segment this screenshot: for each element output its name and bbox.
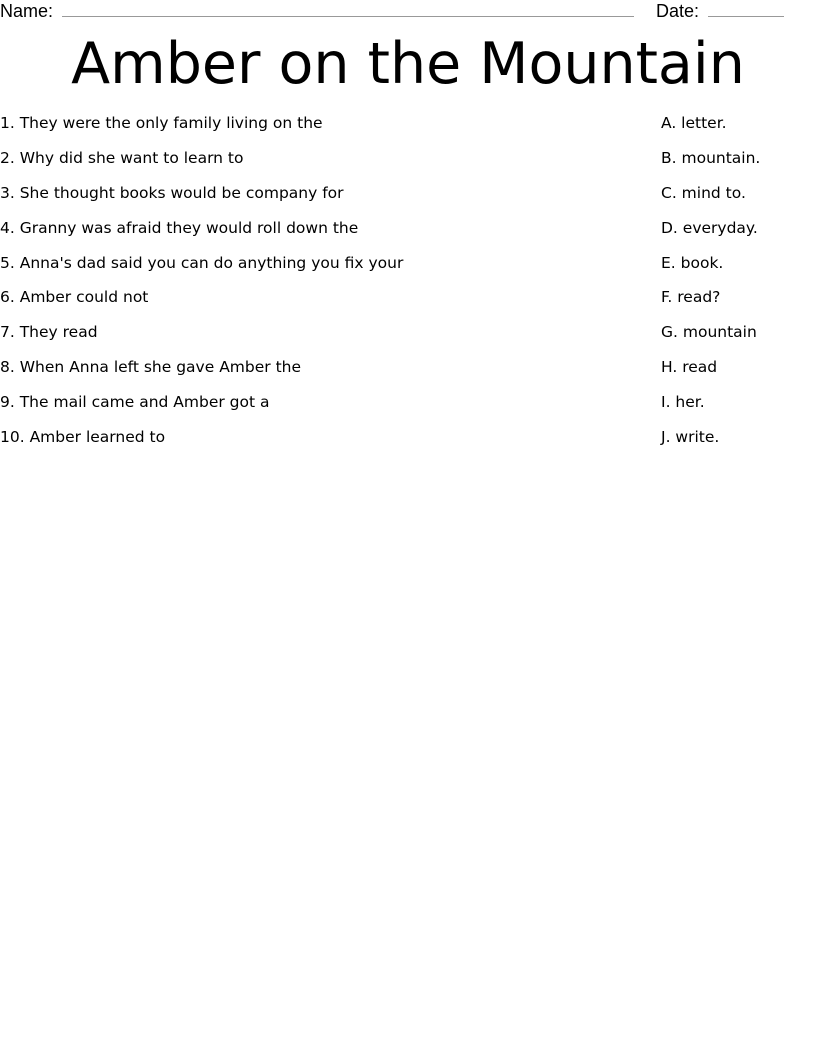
header-row xyxy=(0,0,816,24)
answer-item: A. letter. xyxy=(661,114,727,132)
answer-item: J. write. xyxy=(661,428,720,447)
question-list xyxy=(0,110,640,459)
question-item: 8. When Anna left she gave Amber the xyxy=(0,358,302,377)
answer-list xyxy=(661,110,811,459)
date-label: Date: xyxy=(656,1,700,21)
answer-item: D. everyday. xyxy=(661,218,758,237)
question-item: 1. They were the only family living on the xyxy=(0,114,323,132)
answer-item: B. mountain. xyxy=(661,148,761,167)
name-blank-line xyxy=(62,16,634,17)
question-item: 6. Amber could not xyxy=(0,288,149,307)
question-item: 2. Why did she want to learn to xyxy=(0,148,244,167)
question-item: 4. Granny was afraid they would roll down the xyxy=(0,218,359,237)
question-item: 10. Amber learned to xyxy=(0,428,166,447)
name-label: Name: xyxy=(0,1,54,21)
worksheet-title: Amber on the Mountain xyxy=(71,31,745,97)
answer-item: C. mind to. xyxy=(661,183,746,202)
answer-item: G. mountain xyxy=(661,323,757,342)
date-blank-line xyxy=(708,16,784,17)
answer-item: I. her. xyxy=(661,393,705,412)
question-item: 7. They read xyxy=(0,323,98,342)
question-item: 5. Anna's dad said you can do anything you fix your xyxy=(0,253,404,272)
answer-item: F. read? xyxy=(661,288,721,307)
question-item: 9. The mail came and Amber got a xyxy=(0,393,270,412)
answer-item: H. read xyxy=(661,358,718,377)
answer-item: E. book. xyxy=(661,253,724,272)
question-item: 3. She thought books would be company for xyxy=(0,183,344,202)
